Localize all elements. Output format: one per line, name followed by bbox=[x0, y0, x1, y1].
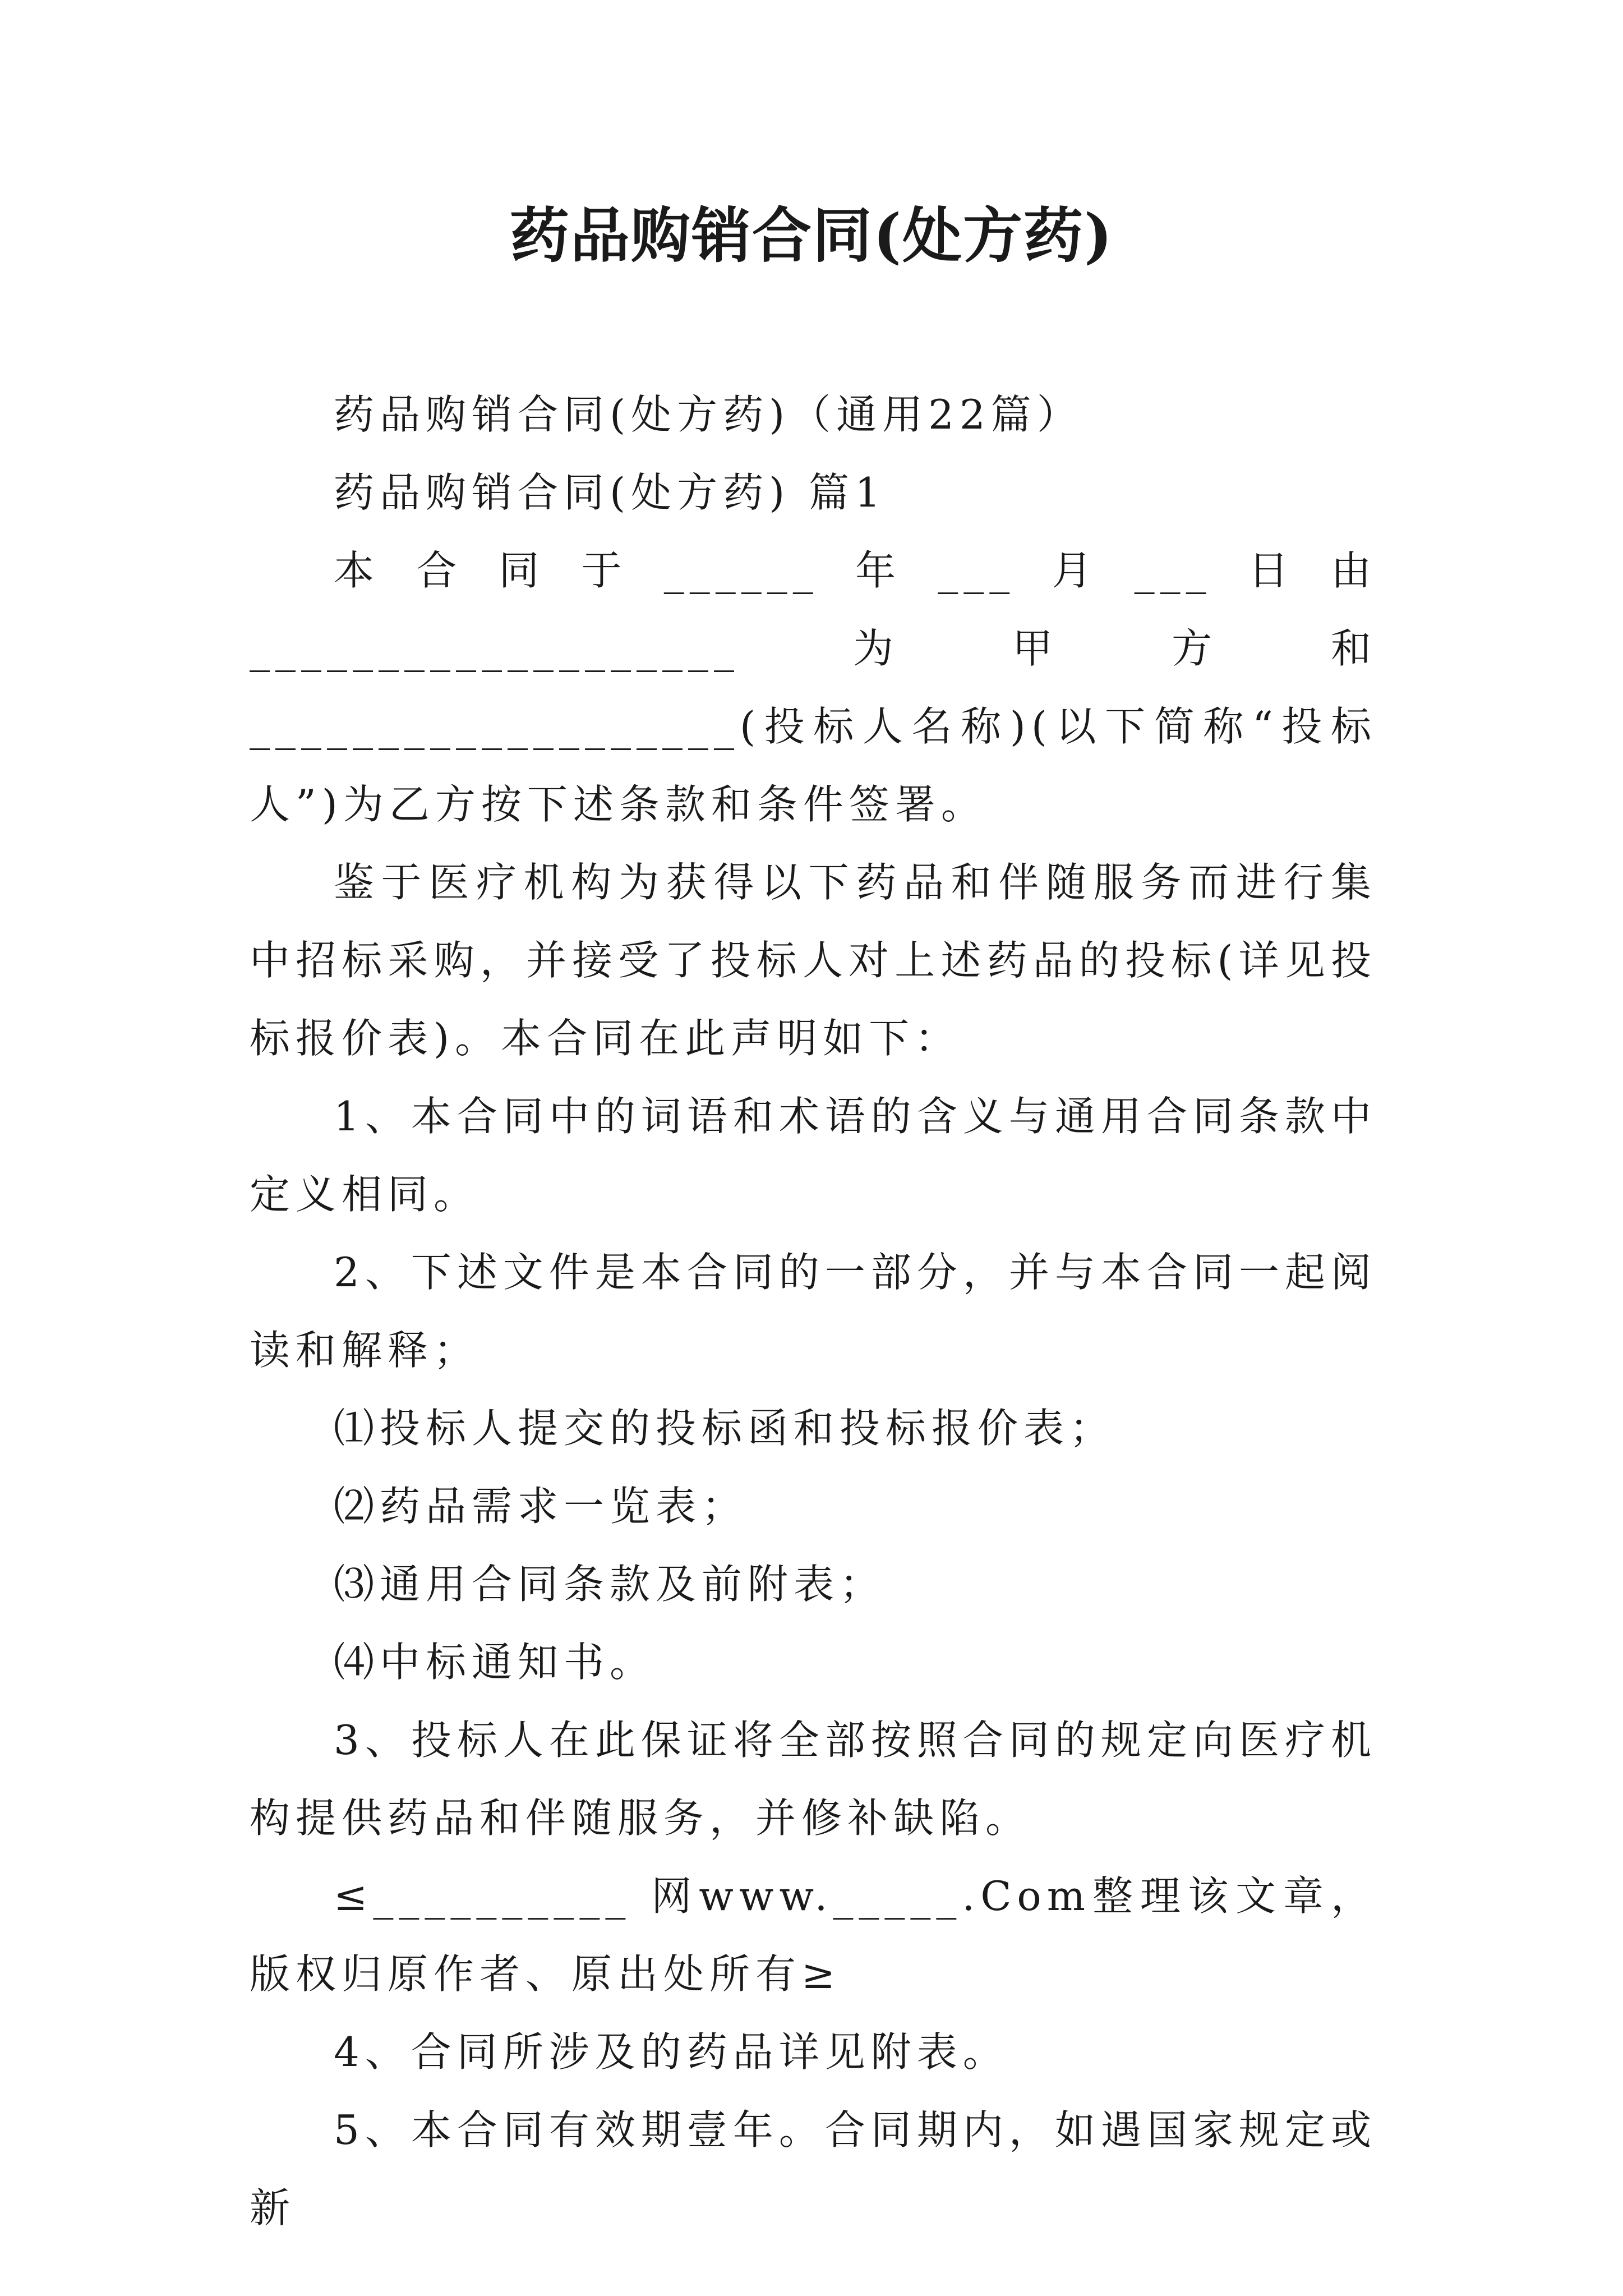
list-item: ⑶通用合同条款及前附表； bbox=[334, 1561, 886, 1608]
clause-paragraph: 2、下述文件是本合同的一部分，并与本合同一起阅读和解释； bbox=[250, 1249, 1377, 1374]
clause-paragraph: 3、投标人在此保证将全部按照合同的规定向医疗机构提供药品和伴随服务，并修补缺陷。 bbox=[250, 1717, 1377, 1842]
list-item: ⑷中标通知书。 bbox=[334, 1639, 656, 1686]
list-item: ⑵药品需求一览表； bbox=[334, 1483, 748, 1530]
subtitle-paragraph: 药品购销合同(处方药)（通用22篇） bbox=[334, 391, 1083, 438]
clause-paragraph: 4、合同所涉及的药品详见附表。 bbox=[334, 2028, 1009, 2076]
body-paragraph: 本合同于______年___月___日由___________________为甲方和___________________(投标人名称)(以下简称“投标人”)为乙方按下述条款和条件签署。 bbox=[250, 547, 1377, 828]
document-body bbox=[250, 376, 1377, 2247]
section-heading: 药品购销合同(处方药) 篇1 bbox=[334, 469, 886, 516]
clause-paragraph: 5、本合同有效期壹年。合同期内，如遇国家规定或新 bbox=[250, 2106, 1377, 2231]
list-item: ⑴投标人提交的投标函和投标报价表； bbox=[334, 1405, 1116, 1452]
body-paragraph: 鉴于医疗机构为获得以下药品和伴随服务而进行集中招标采购，并接受了投标人对上述药品的投标(详见投标报价表)。本合同在此声明如下： bbox=[250, 859, 1377, 1062]
document-title: 药品购销合同(处方药) bbox=[509, 200, 1114, 270]
copyright-notice: ≤__________ 网www._____.Com整理该文章，版权归原作者、原出处所有≥ bbox=[250, 1872, 1377, 1998]
clause-paragraph: 1、本合同中的词语和术语的含义与通用合同条款中定义相同。 bbox=[250, 1093, 1377, 1218]
